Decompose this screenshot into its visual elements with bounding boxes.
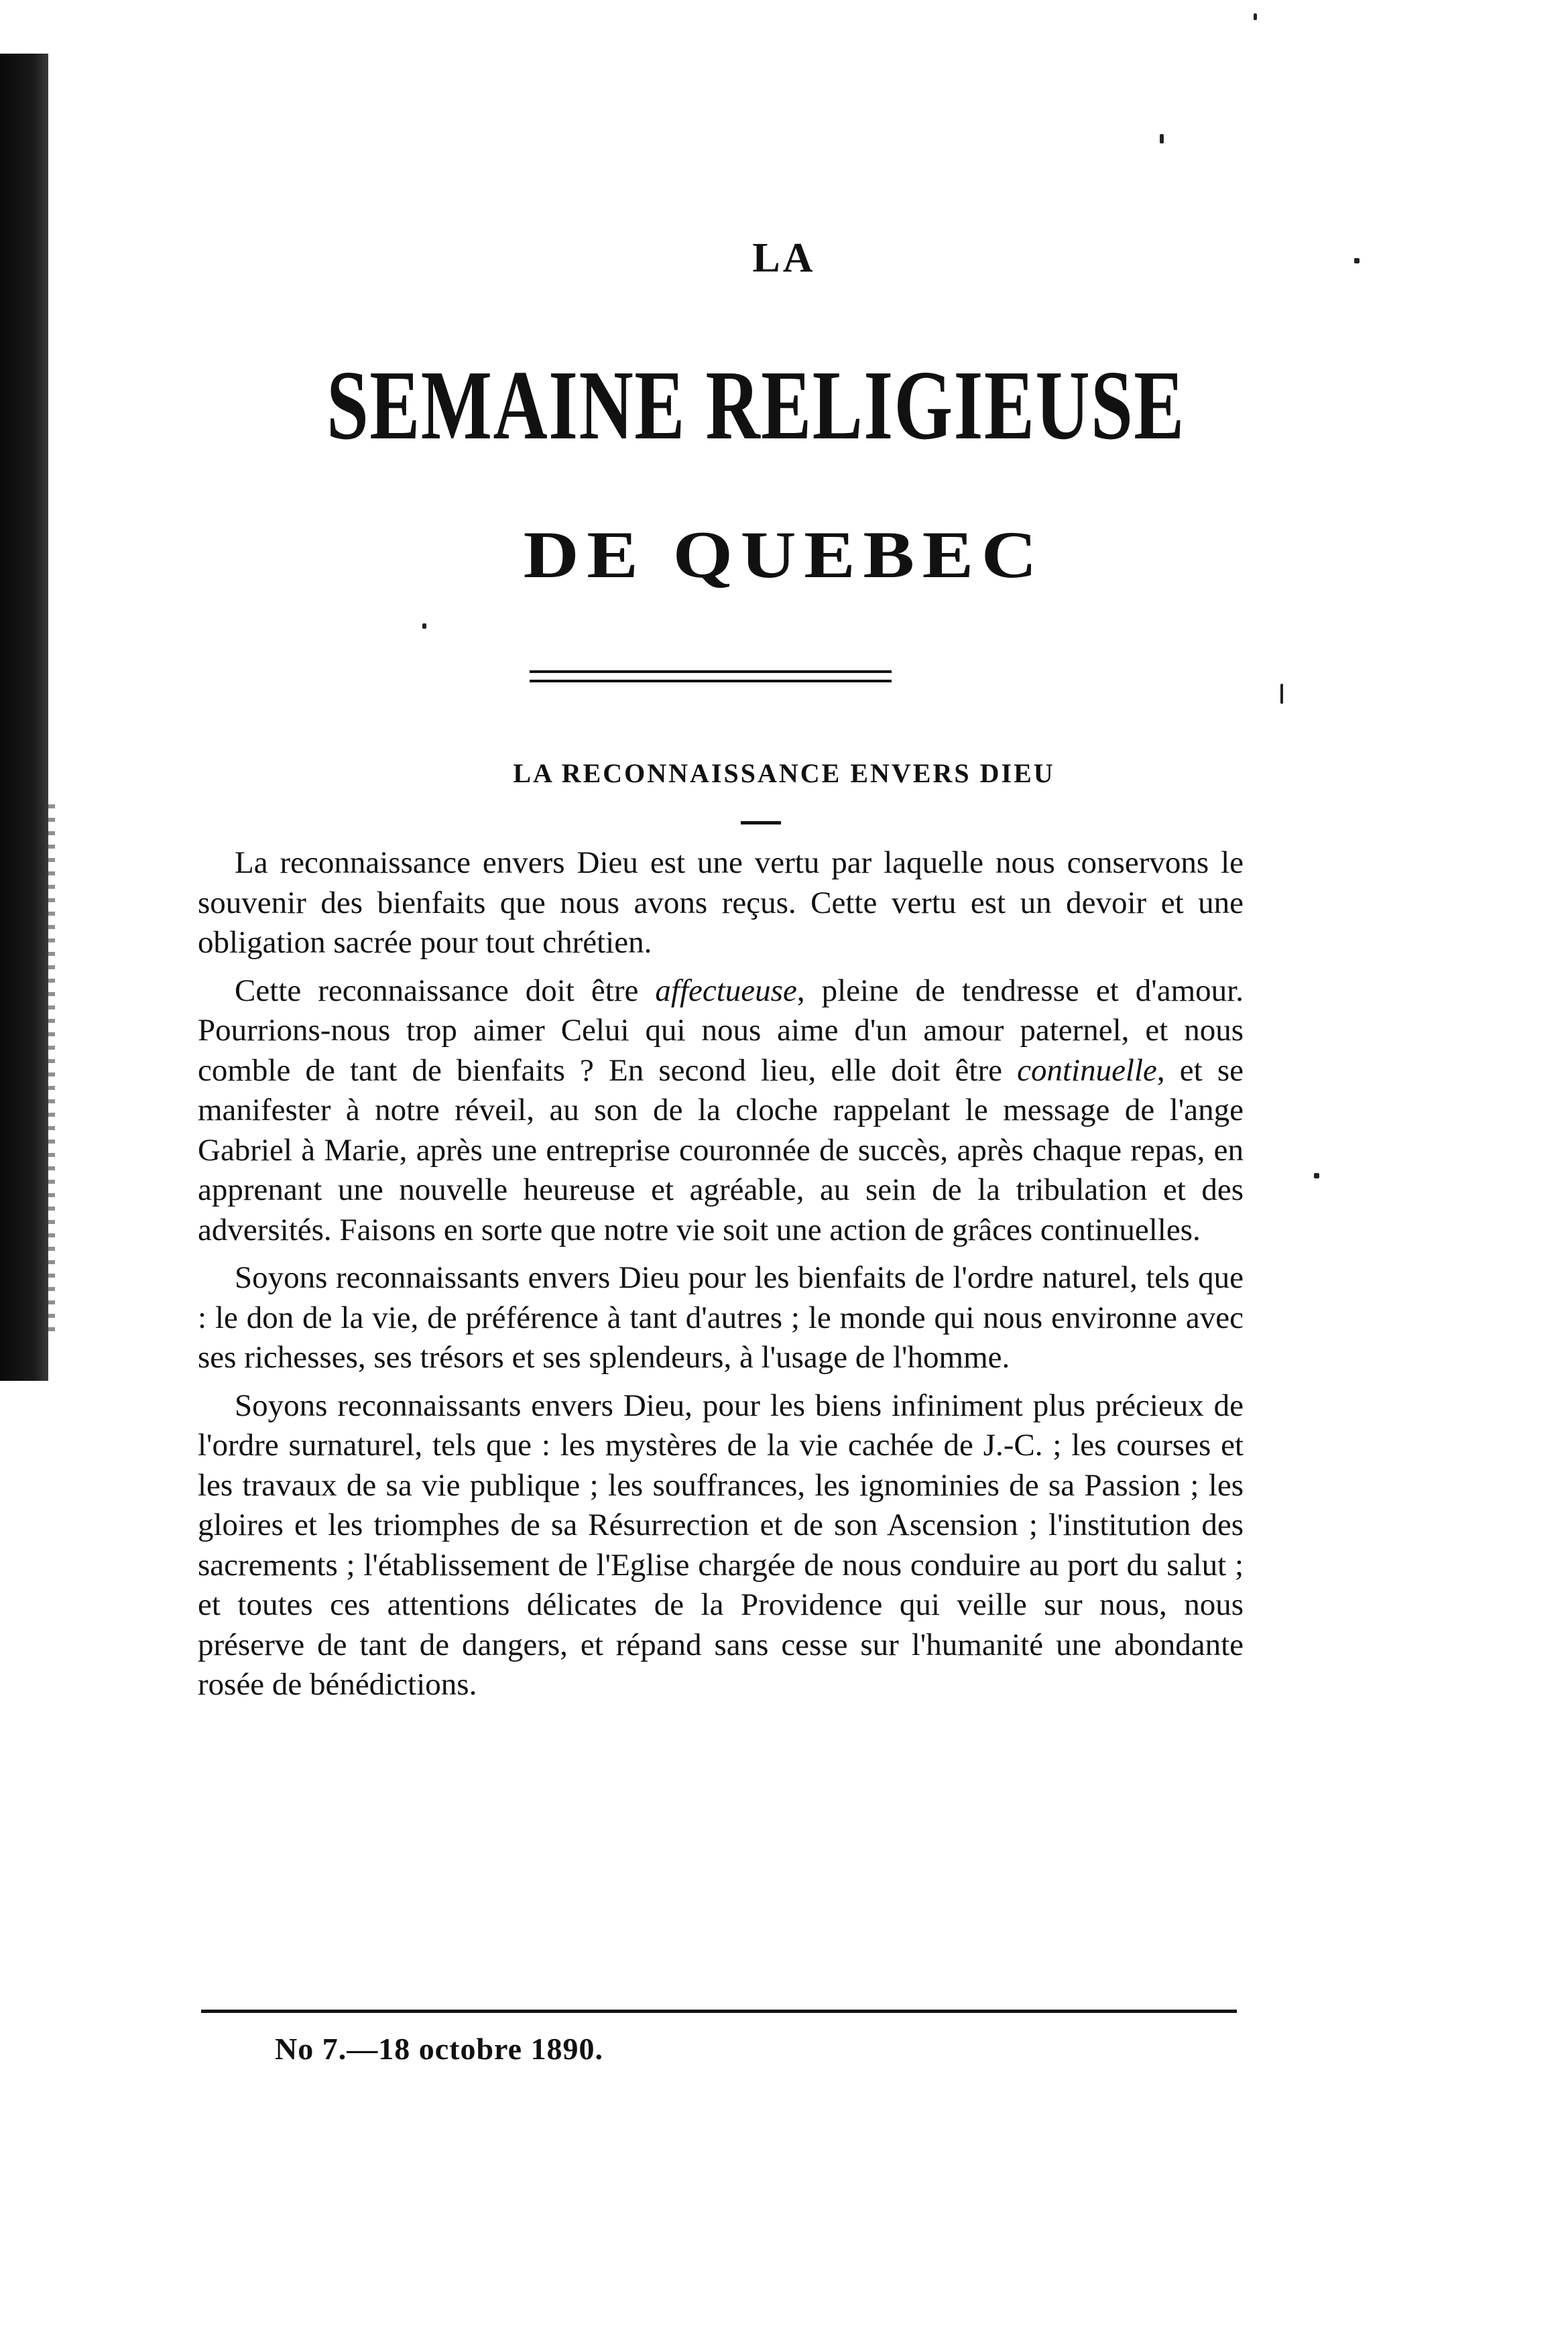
binding-speckle (48, 804, 55, 1341)
emphasized-word: continuelle (1017, 1052, 1157, 1088)
title-dash-divider (741, 821, 781, 824)
masthead-double-rule (530, 670, 892, 682)
article-paragraph (198, 971, 1244, 1251)
issue-date: No 7.—18 octobre 1890. (275, 2032, 604, 2066)
scan-speck (422, 623, 426, 629)
paragraph-text: Soyons reconnaissants envers Dieu pour les bienfaits de l'ordre naturel, tels que : le don de la vie, de préférence à tant d'autres ; le monde qui nous environne avec ses richesses, ses trésors et ses splendeurs, à l'usage de l'homme. (198, 1260, 1244, 1375)
scan-speck (1160, 134, 1164, 143)
paragraph-text: , pleine de tendresse et d'amour. Pourrions-nous trop aimer Celui qui nous aime d'un amour paternel, et nous comble de tant de bienfaits ? En second lieu, elle doit être (198, 973, 1244, 1088)
scan-speck (1280, 684, 1283, 704)
masthead-title: SEMAINE RELIGIEUSE (326, 351, 1185, 461)
article-paragraph (198, 843, 1244, 963)
scan-speck (1354, 258, 1360, 263)
paragraph-text: Soyons reconnaissants envers Dieu, pour les biens infiniment plus précieux de l'ordre surnaturel, tels que : les mystères de la vie cachée de J.-C. ; les courses et les travaux de sa vie publique ; les souffrances, les ignominies de sa Passion ; les gloires et les triomphes de sa Résurrection et de son Ascension ; l'institution des sacrements ; l'établissement de l'Eglise chargée de nous conduire au port du salut ; et toutes ces attentions délicates de la Providence qui veille sur nous, nous préserve de tant de dangers, et répand sans cesse sur l'humanité une abondante rosée de bénédictions. (198, 1388, 1244, 1702)
article-body (198, 843, 1244, 1713)
article-paragraph (198, 1386, 1244, 1705)
paragraph-text: , et se manifester à notre réveil, au son de la cloche rappelant le message de l'ange Gabriel à Marie, après une entreprise couronnée de succès, après chaque repas, en apprenant une nouvelle heureuse et agréable, au sein de la tribulation et des adversités. Faisons en sorte que notre vie soit une action de grâces continuelles. (198, 1052, 1244, 1247)
masthead-article: LA (752, 235, 816, 281)
article-title: LA RECONNAISSANCE ENVERS DIEU (513, 758, 1055, 788)
paragraph-text: Cette reconnaissance doit être (235, 973, 656, 1008)
masthead-subtitle: DE QUEBEC (523, 517, 1045, 592)
footer-rule (201, 2010, 1237, 2013)
scan-speck (1254, 13, 1257, 20)
scan-speck (1314, 1173, 1319, 1178)
emphasized-word: affectueuse (655, 973, 797, 1008)
article-paragraph (198, 1258, 1244, 1378)
paragraph-text: La reconnaissance envers Dieu est une vertu par laquelle nous conservons le souvenir des bienfaits que nous avons reçus. Cette vertu est un devoir et une obligation sacrée pour tout chrétien. (198, 845, 1244, 960)
